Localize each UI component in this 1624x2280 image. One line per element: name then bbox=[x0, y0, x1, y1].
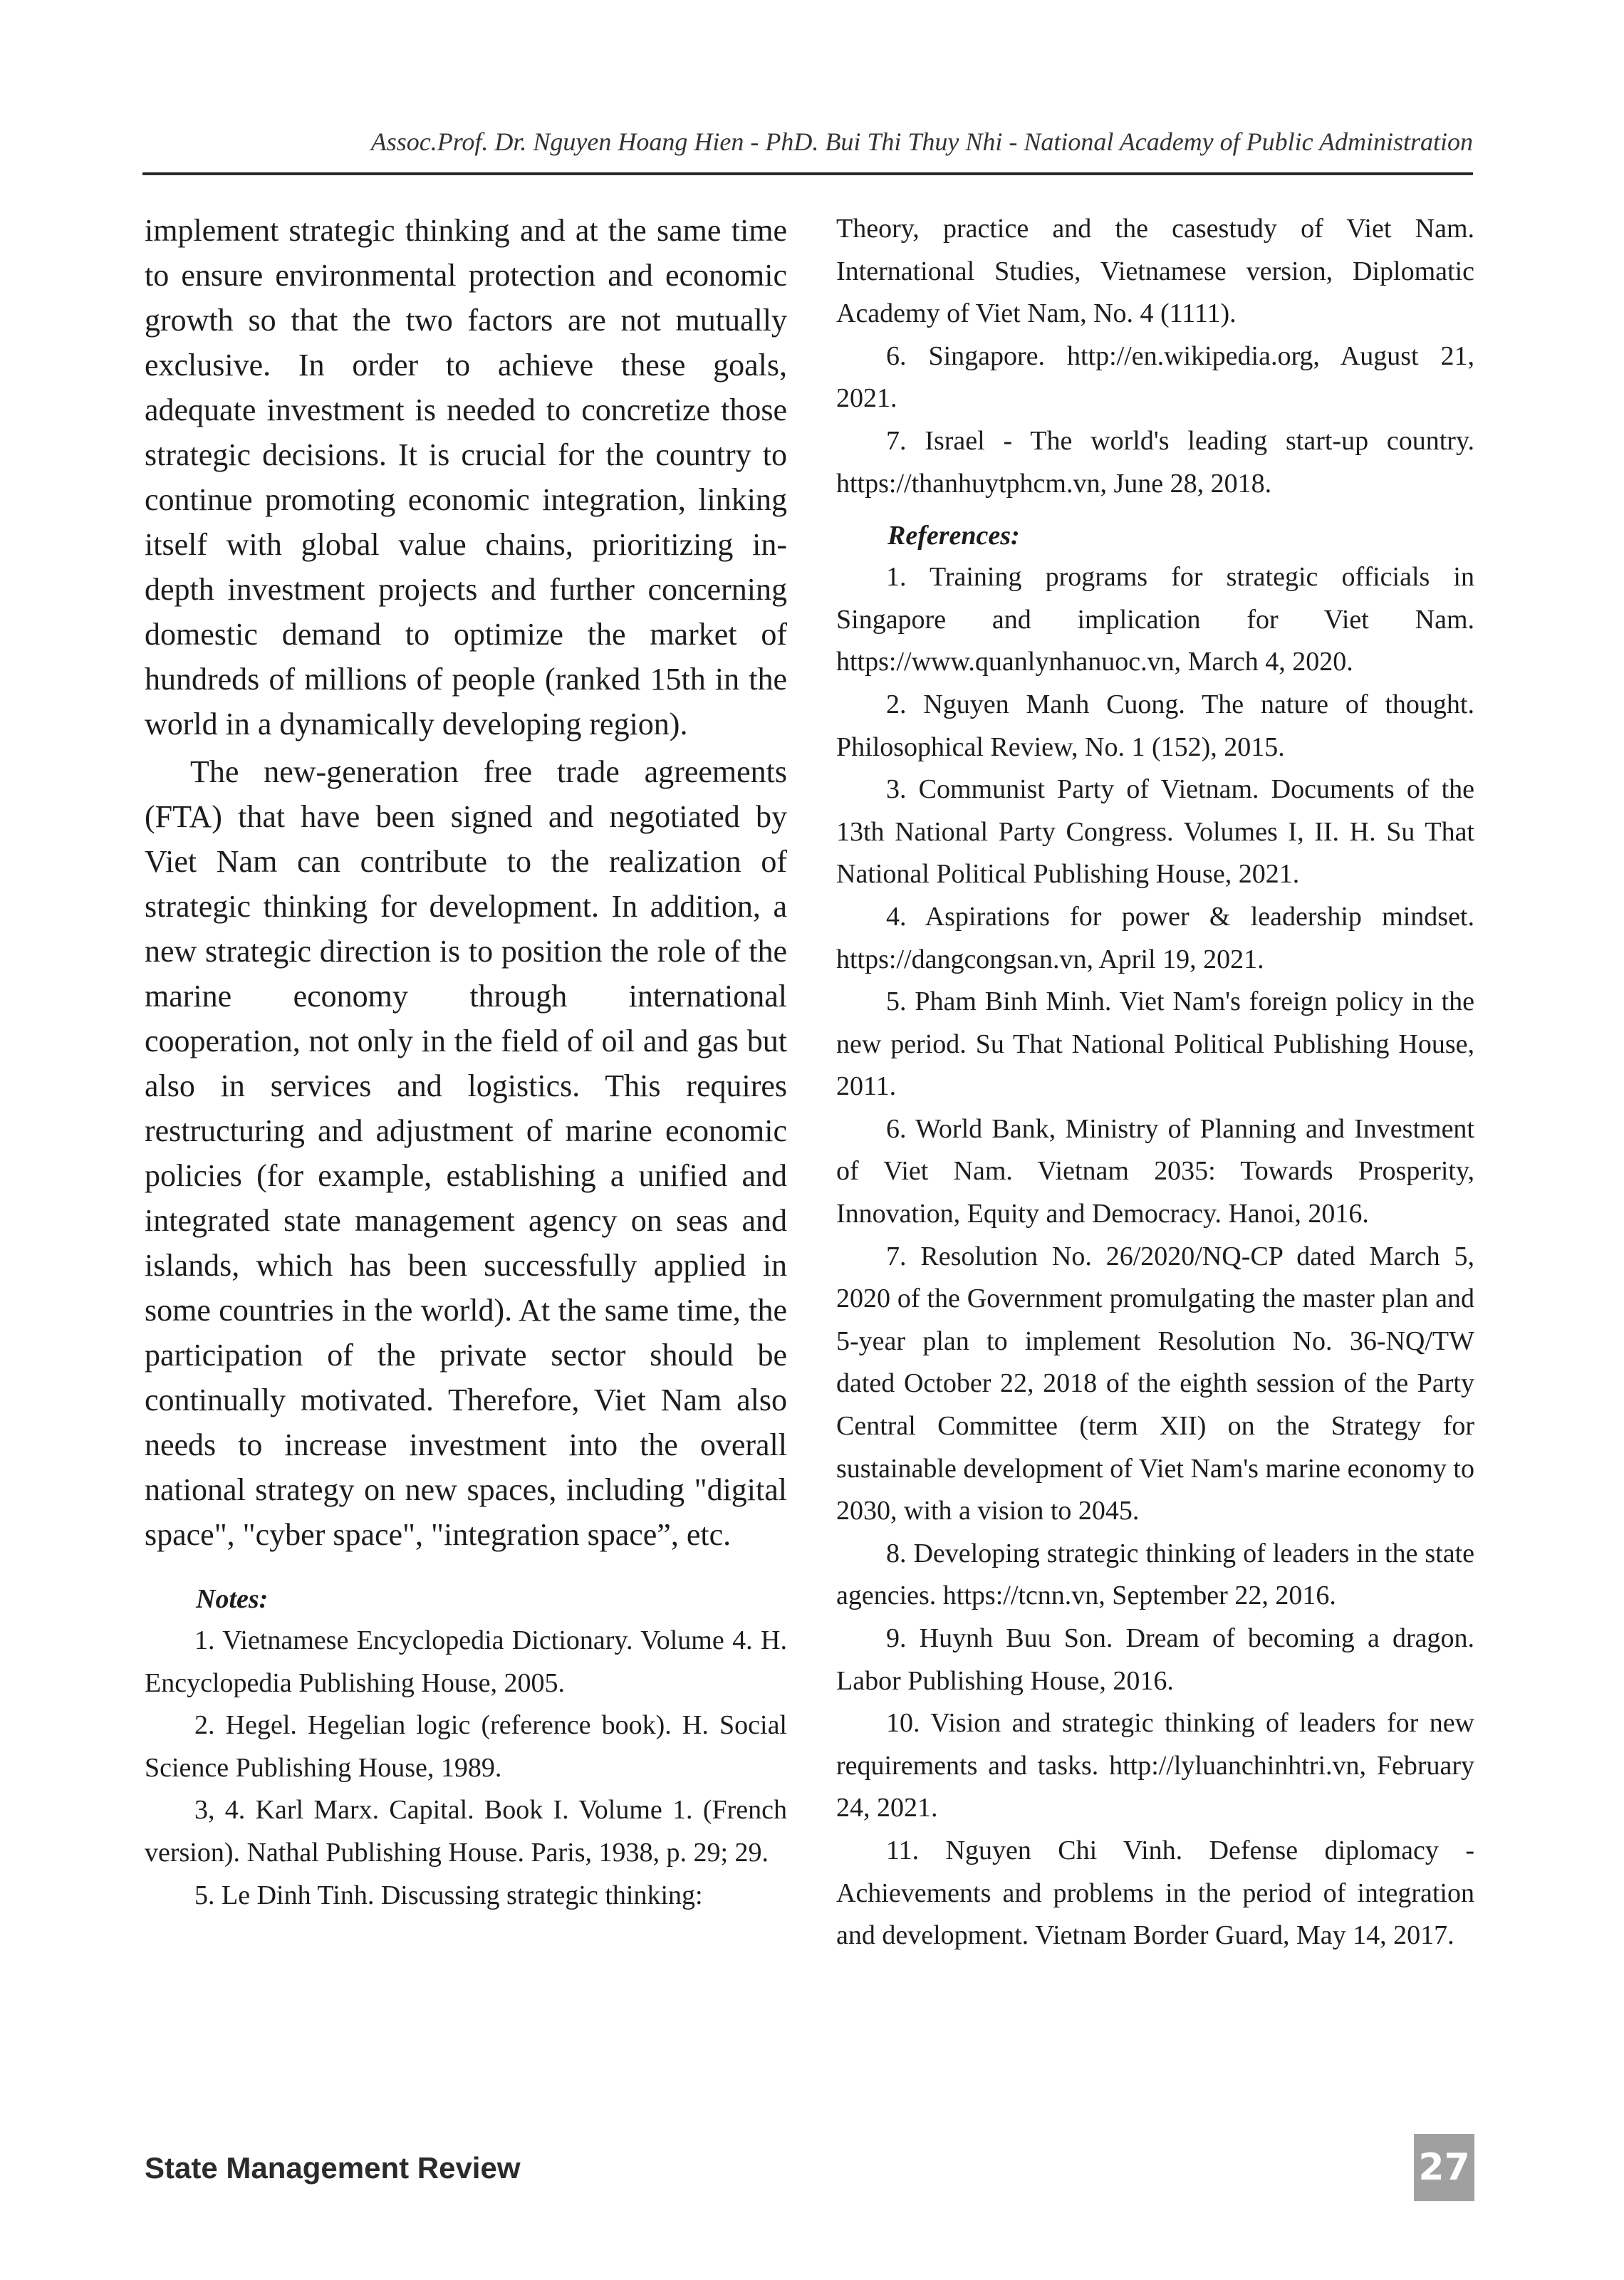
note-item: 1. Vietnamese Encyclopedia Dictionary. Volume 4. H. Encyclopedia Publishing House, 2005. bbox=[145, 1625, 787, 1698]
note-item: 6. Singapore. http://en.wikipedia.org, August 21, 2021. bbox=[836, 340, 1474, 414]
reference-item: 2. Nguyen Manh Cuong. The nature of thought. Philosophical Review, No. 1 (152), 2015. bbox=[836, 689, 1474, 762]
body-paragraph: The new-generation free trade agreements (FTA) that have been signed and negotiated by Viet Nam can contribute to the realization of strategic thinking for development. In addition, a new strategic direction is to position the role of the marine economy through international cooperation, not only in the field of oil and gas but also in services and logistics. This requires restructuring and adjustment of marine economic policies (for example, establishing a unified and integrated state management agency on seas and islands, which has been successfully applied in some countries in the world). At the same time, the participation of the private sector should be continually motivated. Therefore, Viet Nam also needs to increase investment into the overall national strategy on new spaces, including "digital space", "cyber space", "integration space”, etc. bbox=[145, 754, 787, 1552]
note-item: 7. Israel - The world's leading start-up country. https://thanhuytphcm.vn, June 28, 2018. bbox=[836, 425, 1474, 499]
reference-item: 6. World Bank, Ministry of Planning and Investment of Viet Nam. Vietnam 2035: Towards Prosperity, Innovation, Equity and Democracy. Hanoi, 2016. bbox=[836, 1113, 1474, 1229]
page-number: 27 bbox=[1414, 2134, 1474, 2201]
body-paragraph: implement strategic thinking and at the same time to ensure environmental protection and economic growth so that the two factors are not mutually exclusive. In order to achieve these goals, adequate investment is needed to concretize those strategic decisions. It is crucial for the country to continue promoting economic integration, linking itself with global value chains, prioritizing in-depth investment projects and further concerning domestic demand to optimize the market of hundreds of millions of people (ranked 15th in the world in a dynamically developing region). bbox=[145, 213, 787, 741]
note-item: Theory, practice and the casestudy of Viet Nam. International Studies, Vietnamese version, Diplomatic Academy of Viet Nam, No. 4 (1111). bbox=[836, 214, 1474, 329]
reference-item: 5. Pham Binh Minh. Viet Nam's foreign policy in the new period. Su That National Political Publishing House, 2011. bbox=[836, 987, 1474, 1102]
note-item: 3, 4. Karl Marx. Capital. Book I. Volume 1. (French version). Nathal Publishing House. Paris, 1938, p. 29; 29. bbox=[145, 1795, 787, 1868]
reference-item: 10. Vision and strategic thinking of leaders for new requirements and tasks. http://lyluanchinhtri.vn, February 24, 2021. bbox=[836, 1708, 1474, 1823]
reference-item: 11. Nguyen Chi Vinh. Defense diplomacy - Achievements and problems in the period of integration and development. Vietnam Border Guard, May 14, 2017. bbox=[836, 1835, 1474, 1951]
note-item: 2. Hegel. Hegelian logic (reference book). H. Social Science Publishing House, 1989. bbox=[145, 1710, 787, 1783]
references-heading: References: bbox=[888, 521, 1020, 551]
reference-item: 1. Training programs for strategic officials in Singapore and implication for Viet Nam. https://www.quanlynhanuoc.vn, March 4, 2020. bbox=[836, 562, 1474, 677]
reference-item: 4. Aspirations for power & leadership mindset. https://dangcongsan.vn, April 19, 2021. bbox=[836, 901, 1474, 974]
reference-item: 3. Communist Party of Vietnam. Documents of the 13th National Party Congress. Volumes I, II. H. Su That National Political Publishing House, 2021. bbox=[836, 774, 1474, 890]
notes-heading: Notes: bbox=[196, 1584, 269, 1614]
reference-item: 7. Resolution No. 26/2020/NQ-CP dated March 5, 2020 of the Government promulgating the master plan and 5-year plan to implement Resolution No. 36-NQ/TW dated October 22, 2018 of the eighth session of the Party Central Committee (term XII) on the Strategy for sustainable development of Viet Nam's marine economy to 2030, with a vision to 2045. bbox=[836, 1241, 1474, 1526]
header-divider bbox=[142, 172, 1473, 175]
reference-item: 9. Huynh Buu Son. Dream of becoming a dragon. Labor Publishing House, 2016. bbox=[836, 1623, 1474, 1696]
left-column bbox=[145, 208, 787, 1917]
note-item: 5. Le Dinh Tinh. Discussing strategic thinking: bbox=[194, 1880, 703, 1910]
reference-item: 8. Developing strategic thinking of leaders in the state agencies. https://tcnn.vn, September 22, 2016. bbox=[836, 1538, 1474, 1611]
right-column bbox=[836, 208, 1474, 1957]
journal-title: State Management Review bbox=[145, 2151, 521, 2185]
running-header: Assoc.Prof. Dr. Nguyen Hoang Hien - PhD. Bui Thi Thuy Nhi - National Academy of Public Administration bbox=[370, 127, 1473, 156]
